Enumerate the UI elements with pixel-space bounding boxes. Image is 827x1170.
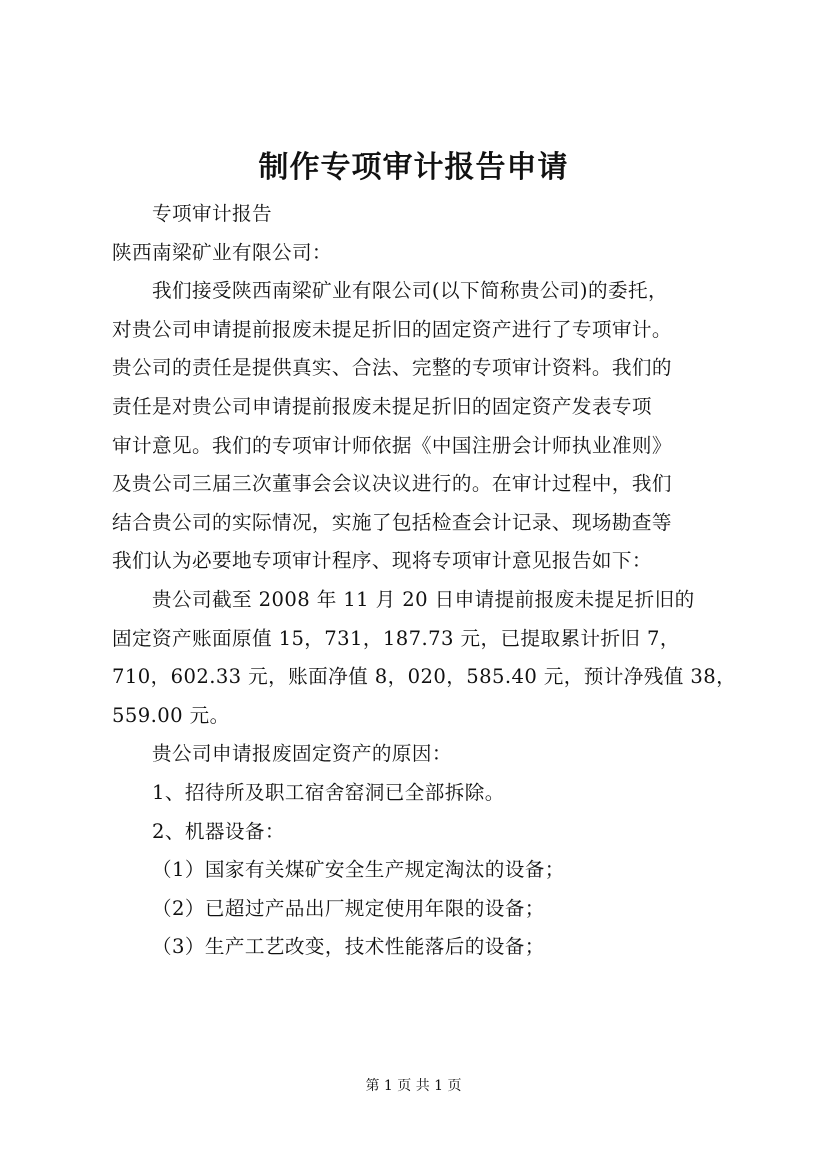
sub-list-item: （2）已超过产品出厂规定使用年限的设备；: [152, 896, 545, 920]
paragraph-line: 固定资产账面原值 15，731，187.73 元，已提取累计折旧 7，: [112, 626, 680, 650]
paragraph-line: 对贵公司申请提前报废未提足折旧的固定资产进行了专项审计。: [112, 317, 672, 341]
paragraph-line: 结合贵公司的实际情况，实施了包括检查会计记录、现场勘查等: [112, 510, 672, 534]
sub-list-item: （3）生产工艺改变，技术性能落后的设备；: [152, 935, 545, 959]
paragraph-line: 贵公司的责任是提供真实、合法、完整的专项审计资料。我们的: [112, 356, 672, 380]
addressee: 陕西南梁矿业有限公司：: [112, 240, 332, 264]
sub-list-item: （1）国家有关煤矿安全生产规定淘汰的设备；: [152, 858, 565, 882]
paragraph-line: 及贵公司三届三次董事会会议决议进行的。在审计过程中，我们: [112, 472, 672, 496]
paragraph-line: 559.00 元。: [112, 703, 230, 727]
paragraph-line: 责任是对贵公司申请提前报废未提足折旧的固定资产发表专项: [112, 394, 652, 418]
paragraph-line: 贵公司申请报废固定资产的原因：: [152, 742, 452, 766]
document-body: [112, 195, 752, 967]
page-footer: 第 1 页 共 1 页: [365, 1078, 462, 1094]
document-title: 制作专项审计报告申请: [258, 150, 569, 185]
paragraph-line: 我们认为必要地专项审计程序、现将专项审计意见报告如下：: [112, 549, 652, 573]
list-item: 1、招待所及职工宿舍窑洞已全部拆除。: [152, 780, 505, 804]
paragraph-line: 710，602.33 元，账面净值 8，020，585.40 元，预计净残值 38，: [112, 665, 737, 689]
paragraph-line: 贵公司截至 2008 年 11 月 20 日申请提前报废未提足折旧的: [152, 587, 695, 611]
section-heading: 专项审计报告: [152, 202, 272, 225]
paragraph-line: 审计意见。我们的专项审计师依据《中国注册会计师执业准则》: [112, 433, 672, 457]
paragraph-line: 我们接受陕西南梁矿业有限公司(以下简称贵公司)的委托，: [152, 279, 668, 303]
list-item: 2、机器设备：: [152, 819, 285, 843]
